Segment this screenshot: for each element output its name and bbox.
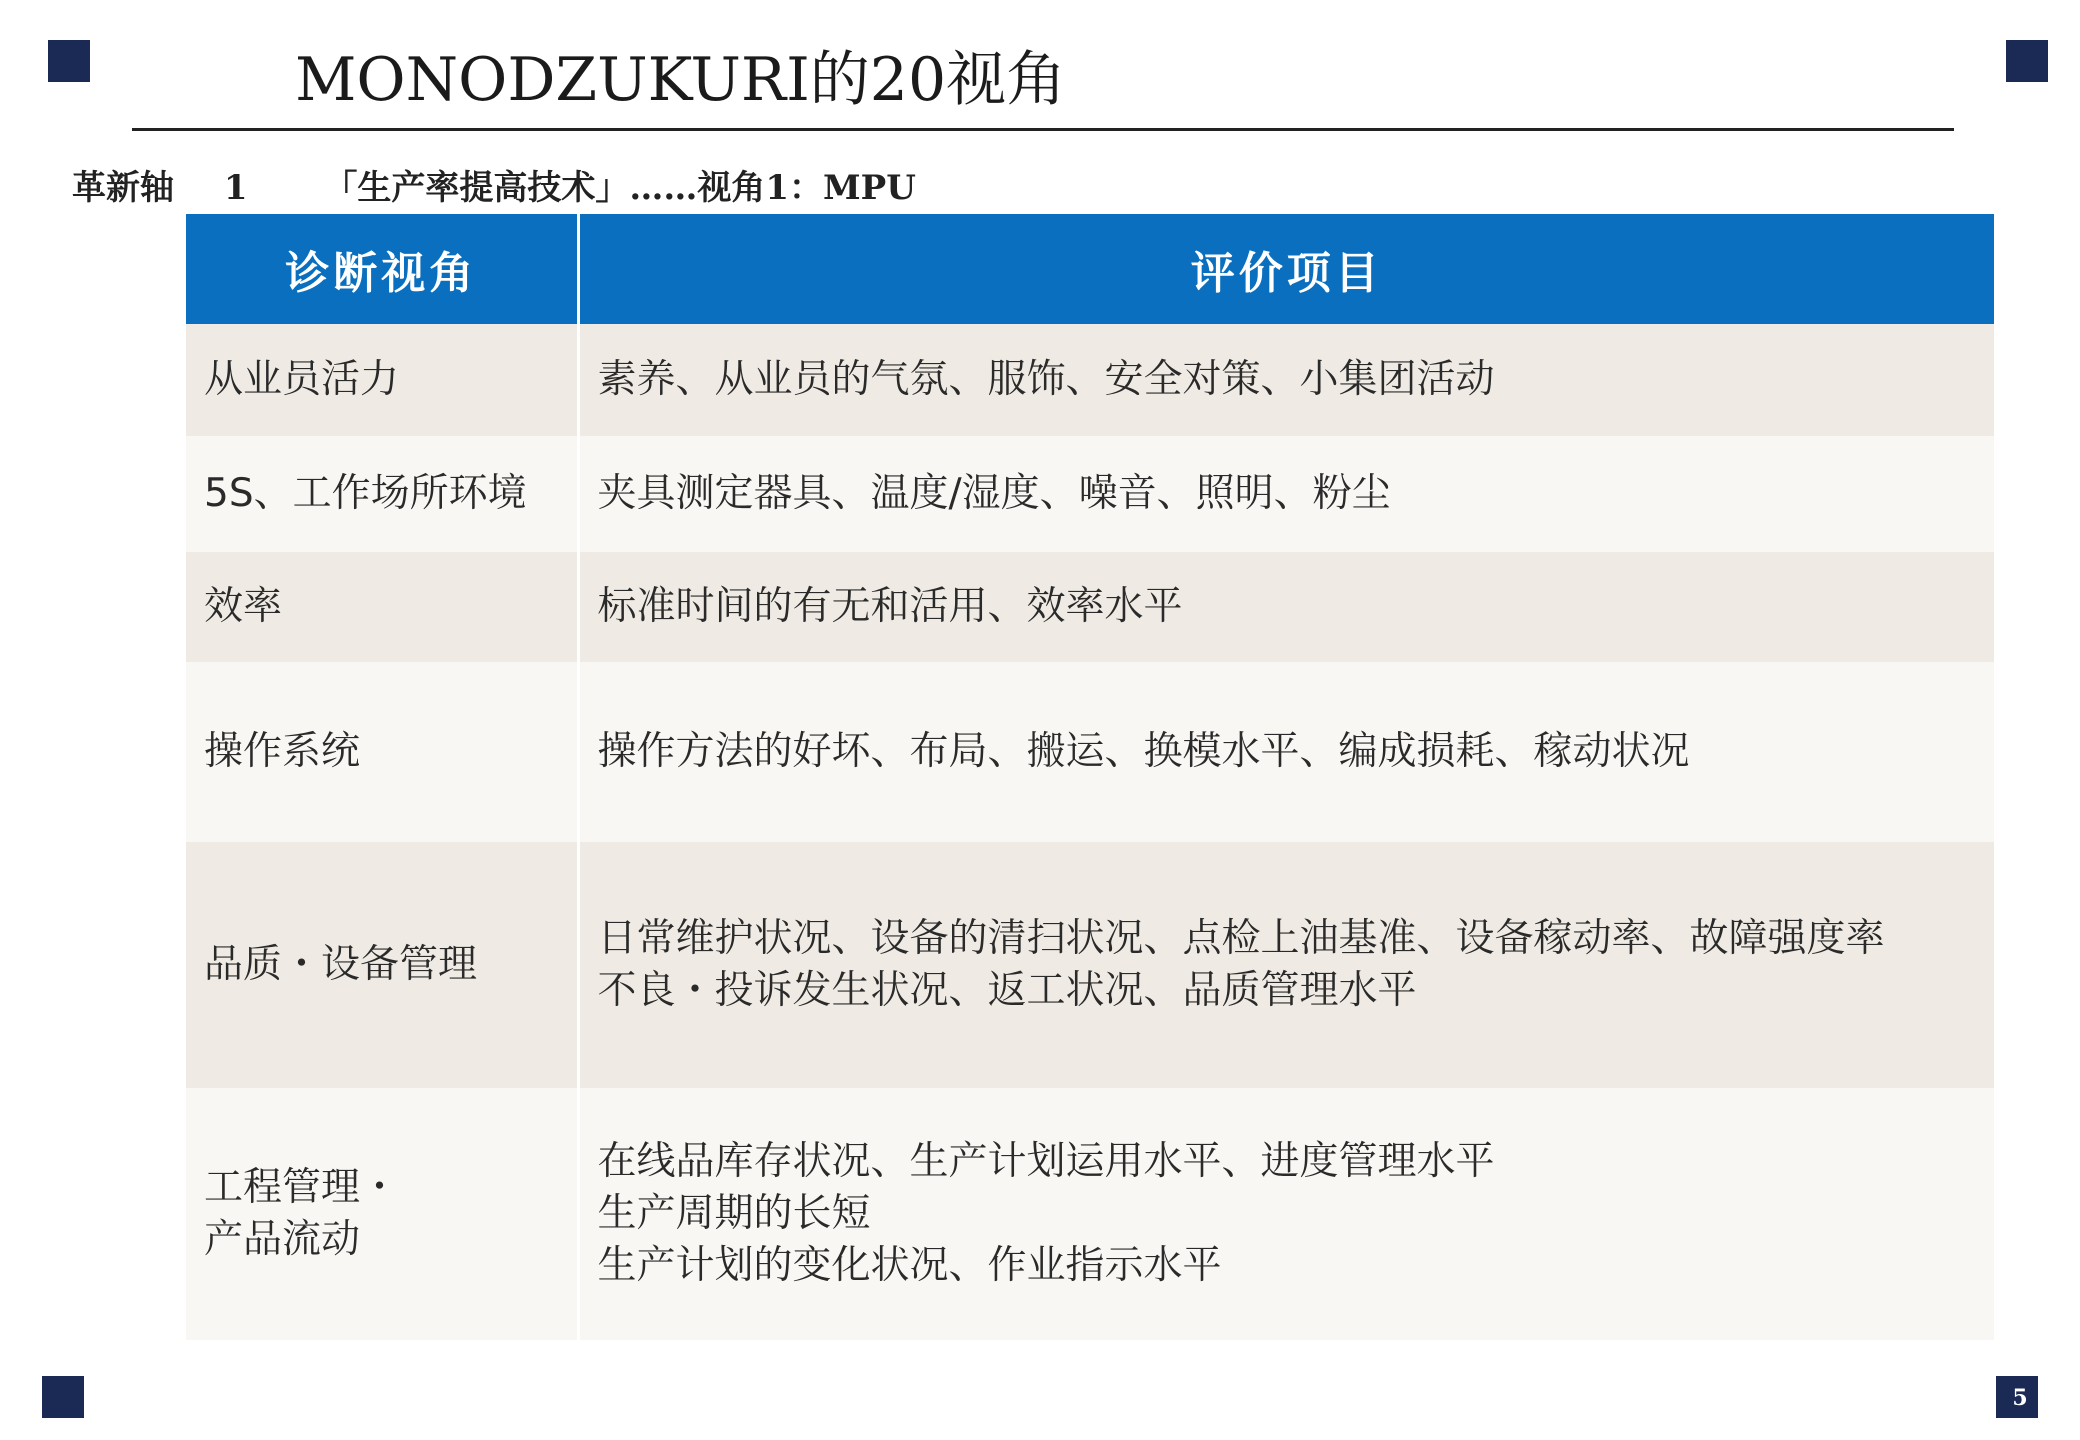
title-divider xyxy=(132,128,1954,131)
aspect-text: 工程管理・ xyxy=(204,1165,400,1210)
subtitle-text: 「生产率提高技术」……视角1：MPU xyxy=(323,168,916,208)
cell-evaluation-items xyxy=(578,324,1994,436)
cell-evaluation-items xyxy=(578,552,1994,662)
evaluation-item-text: 生产周期的长短 xyxy=(597,1191,871,1236)
header-diagnostic-aspect: 诊断视角 xyxy=(186,214,578,324)
section-subtitle xyxy=(72,160,916,209)
aspect-text: 品质・设备管理 xyxy=(204,942,478,987)
evaluation-item-text: 操作方法的好坏、布局、搬运、换模水平、编成损耗、稼动状况 xyxy=(597,729,1690,774)
header-evaluation-items: 评价项目 xyxy=(578,214,1994,324)
cell-evaluation-items xyxy=(578,662,1994,842)
cell-diagnostic-aspect xyxy=(186,324,578,436)
evaluation-item-text: 素养、从业员的气氛、服饰、安全对策、小集团活动 xyxy=(597,357,1495,402)
aspect-text: 从业员活力 xyxy=(204,357,400,402)
cell-diagnostic-aspect xyxy=(186,842,578,1088)
cell-evaluation-items xyxy=(578,842,1994,1088)
evaluation-item-text: 生产计划的变化状况、作业指示水平 xyxy=(597,1243,1222,1288)
aspect-text: 5S、工作场所环境 xyxy=(204,471,527,516)
table-row xyxy=(186,662,1994,842)
cell-diagnostic-aspect xyxy=(186,436,578,552)
table-row xyxy=(186,1088,1994,1340)
aspect-text: 产品流动 xyxy=(204,1217,361,1262)
cell-evaluation-items xyxy=(578,436,1994,552)
cell-diagnostic-aspect xyxy=(186,662,578,842)
evaluation-table xyxy=(186,214,1994,1340)
aspect-text: 操作系统 xyxy=(204,729,361,774)
corner-square-bottom-left xyxy=(42,1376,84,1418)
corner-square-top-right xyxy=(2006,40,2048,82)
cell-diagnostic-aspect xyxy=(186,1088,578,1340)
evaluation-item-text: 夹具测定器具、温度/湿度、噪音、照明、粉尘 xyxy=(597,471,1391,516)
subtitle-axis: 革新轴 xyxy=(72,168,174,208)
cell-diagnostic-aspect xyxy=(186,552,578,662)
table-header-row xyxy=(186,214,1994,324)
evaluation-item-text: 标准时间的有无和活用、效率水平 xyxy=(597,584,1183,629)
table-row xyxy=(186,842,1994,1088)
page-title: MONODZUKURI的20视角 xyxy=(295,45,1067,115)
table-row xyxy=(186,552,1994,662)
evaluation-item-text: 日常维护状况、设备的清扫状况、点检上油基准、设备稼动率、故障强度率 xyxy=(597,916,1885,961)
subtitle-number: 1 xyxy=(223,168,248,208)
evaluation-item-text: 在线品库存状况、生产计划运用水平、进度管理水平 xyxy=(597,1139,1495,1184)
corner-square-top-left xyxy=(48,40,90,82)
table-row xyxy=(186,436,1994,552)
table-row xyxy=(186,324,1994,436)
cell-evaluation-items xyxy=(578,1088,1994,1340)
page-number: 5 xyxy=(2012,1385,2028,1411)
aspect-text: 效率 xyxy=(204,584,283,629)
evaluation-item-text: 不良・投诉发生状况、返工状况、品质管理水平 xyxy=(597,968,1417,1013)
